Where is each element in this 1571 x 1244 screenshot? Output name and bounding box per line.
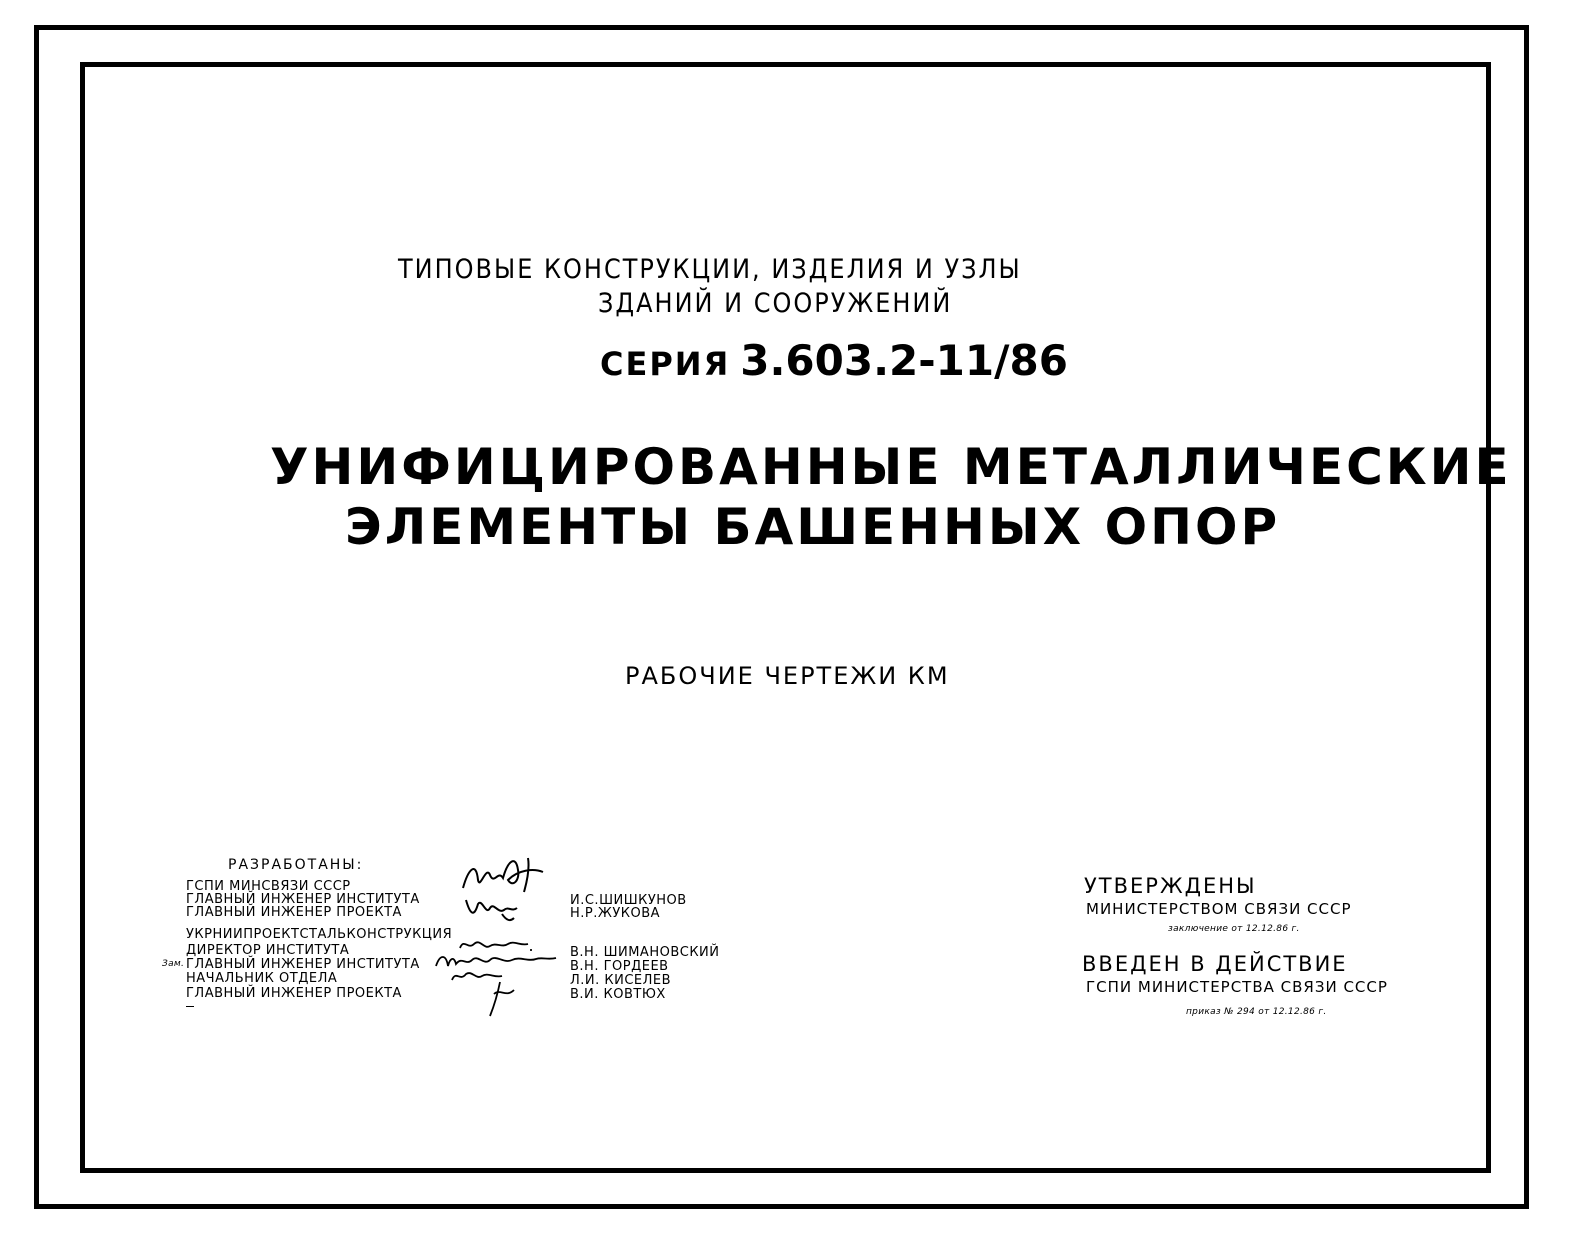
order-note: приказ № 294 от 12.12.86 г. <box>1186 1007 1327 1017</box>
header-line-2: ЗДАНИЙ И СООРУЖЕНИЙ <box>598 287 953 319</box>
org1-role: ГЛАВНЫЙ ИНЖЕНЕР ПРОЕКТА <box>186 905 402 920</box>
org2-role: НАЧАЛЬНИК ОТДЕЛА <box>186 971 338 986</box>
org2-name: УКРНИИПРОЕКТСТАЛЬКОНСТРУКЦИЯ <box>186 927 453 942</box>
approved-heading: УТВЕРЖДЕНЫ <box>1084 874 1257 898</box>
header-line-1: ТИПОВЫЕ КОНСТРУКЦИИ, ИЗДЕЛИЯ И УЗЛЫ <box>398 253 1022 285</box>
org1-role: ГЛАВНЫЙ ИНЖЕНЕР ИНСТИТУТА <box>186 892 420 907</box>
org2-role: ДИРЕКТОР ИНСТИТУТА <box>186 943 350 958</box>
document-subtitle: РАБОЧИЕ ЧЕРТЕЖИ КМ <box>625 662 950 690</box>
series-label: СЕРИЯ <box>600 345 731 383</box>
approved-by: МИНИСТЕРСТВОМ СВЯЗИ СССР <box>1086 900 1352 918</box>
title-line-1: УНИФИЦИРОВАННЫЕ МЕТАЛЛИЧЕСКИЕ <box>270 438 1512 496</box>
introduced-heading: ВВЕДЕН В ДЕЙСТВИЕ <box>1082 952 1348 976</box>
org2-person: В.Н. ШИМАНОВСКИЙ <box>570 945 720 960</box>
org2-person: Л.И. КИСЕЛЕВ <box>570 973 672 988</box>
introduced-by: ГСПИ МИНИСТЕРСТВА СВЯЗИ СССР <box>1086 978 1388 996</box>
org2-person: В.И. КОВТЮХ <box>570 987 666 1002</box>
developed-heading: РАЗРАБОТАНЫ: <box>228 857 364 873</box>
series-designation <box>600 336 1068 385</box>
org1-person: И.С.ШИШКУНОВ <box>570 893 687 908</box>
org1-person: Н.Р.ЖУКОВА <box>570 906 661 921</box>
series-number: 3.603.2-11/86 <box>740 336 1068 385</box>
signature-chief-engineer-project-2 <box>480 978 520 1018</box>
org2-role: ГЛАВНЫЙ ИНЖЕНЕР ПРОЕКТА <box>186 986 402 1001</box>
title-line-2: ЭЛЕМЕНТЫ БАШЕННЫХ ОПОР <box>345 498 1281 556</box>
deputy-mark: Зам. <box>162 959 185 969</box>
org1-name: ГСПИ МИНСВЯЗИ СССР <box>186 879 351 894</box>
dash-mark <box>186 1006 194 1007</box>
signature-chief-engineer-project <box>462 894 522 924</box>
org2-person: В.Н. ГОРДЕЕВ <box>570 959 669 974</box>
conclusion-note: заключение от 12.12.86 г. <box>1168 924 1300 934</box>
signature-chief-engineer-institute <box>458 850 553 895</box>
org2-role: ГЛАВНЫЙ ИНЖЕНЕР ИНСТИТУТА <box>186 957 420 972</box>
